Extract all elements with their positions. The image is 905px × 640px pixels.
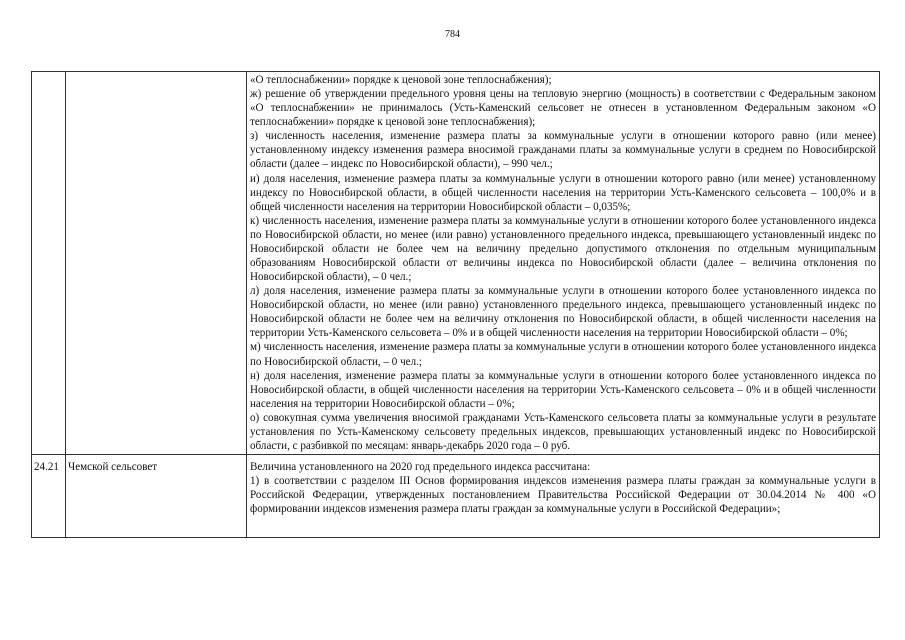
municipality-name-cell bbox=[66, 72, 247, 455]
municipal-index-table bbox=[31, 71, 880, 538]
paragraph: о) совокупная сумма увеличения вносимой гражданами Усть-Каменского сельсовета платы за коммунальные услуги в результате установления по Усть-Каменскому сельсовету предельных индексов, превышающих установленный индекс по Новосибирской области, с разбивкой по месяцам: январь-декабрь 2020 года – 0 руб. bbox=[250, 411, 876, 453]
paragraph: 1) в соответствии с разделом III Основ формирования индексов изменения размера платы граждан за коммунальные услуги в Российской Федерации, утвержденных постановлением Правительства Российской Федерации от 30.04.2014 № 400 «О формировании индексов изменения размера платы граждан за коммунальные услуги в Российской Федерации»; bbox=[250, 475, 876, 516]
description-cell bbox=[247, 455, 880, 538]
page-number: 784 bbox=[445, 29, 460, 40]
paragraph: к) численность населения, изменение размера платы за коммунальные услуги в отношении которого более установленного индекса по Новосибирской области, но менее (или равно) установленного предельного индекса, превышающего установленный индекс по Новосибирской области не более чем на величину предельно допустимого отклонения по отдельным муниципальным образованиям Новосибирской области от величины индекса по Новосибирской области (далее – величина отклонения по Новосибирской области), – 0 чел.; bbox=[250, 214, 876, 284]
table-row bbox=[32, 455, 880, 538]
municipality-name-cell bbox=[66, 455, 247, 538]
paragraph: Величина установленного на 2020 год предельного индекса рассчитана: bbox=[250, 461, 591, 474]
paragraph: м) численность населения, изменение размера платы за коммунальные услуги в отношении которого более установленного индекса по Новосибирской области, – 0 чел.; bbox=[250, 341, 876, 368]
municipality-name bbox=[66, 72, 246, 73]
paragraph: и) доля населения, изменение размера платы за коммунальные услуги в отношении которого равно (или менее) установленному индексу по Новосибирской области, в общей численности населения на территории Усть-Каменского сельсовета – 100,0% и в общей численности населения на территории Новосибирской области – 0,035%; bbox=[250, 172, 876, 213]
description-cell bbox=[247, 72, 880, 455]
row-number bbox=[32, 72, 65, 73]
row-number-cell bbox=[32, 455, 66, 538]
paragraph: «О теплоснабжении» порядке к ценовой зоне теплоснабжения); bbox=[250, 74, 552, 86]
table-row bbox=[32, 72, 880, 455]
paragraph: з) численность населения, изменение размера платы за коммунальные услуги в отношении которого равно (или менее) установленному индексу изменения размера вносимой гражданами платы за коммунальные услуги в среднем по Новосибирской области (далее – индекс по Новосибирской области), – 990 чел.; bbox=[250, 130, 876, 171]
municipality-name: Чемской сельсовет bbox=[68, 461, 158, 474]
row-number-cell bbox=[32, 72, 66, 455]
paragraph: ж) решение об утверждении предельного уровня цены на тепловую энергию (мощность) в соответствии с Федеральным законом «О теплоснабжении» не принималось (Усть-Каменский сельсовет не отнесен в установленном Федеральным законом «О теплоснабжении» порядке к ценовой зоне теплоснабжения); bbox=[250, 88, 876, 129]
row-number: 24.21 bbox=[34, 461, 59, 474]
paragraph: н) доля населения, изменение размера платы за коммунальные услуги в отношении которого более установленного индекса по Новосибирской области, в общей численности населения на территории Усть-Каменского сельсовета – 0% и в общей численности населения на территории Новосибирской области – 0%; bbox=[250, 369, 876, 410]
paragraph: л) доля населения, изменение размера платы за коммунальные услуги в отношении которого более установленного индекса по Новосибирской области, но менее (или равно) установленного предельного индекса, превышающего установленный индекс по Новосибирской области не более чем на величину отклонения по Новосибирской области, в общей численности населения на территории Усть-Каменского сельсовета – 0% и в общей численности населения на территории Новосибирской области – 0%; bbox=[250, 285, 876, 340]
